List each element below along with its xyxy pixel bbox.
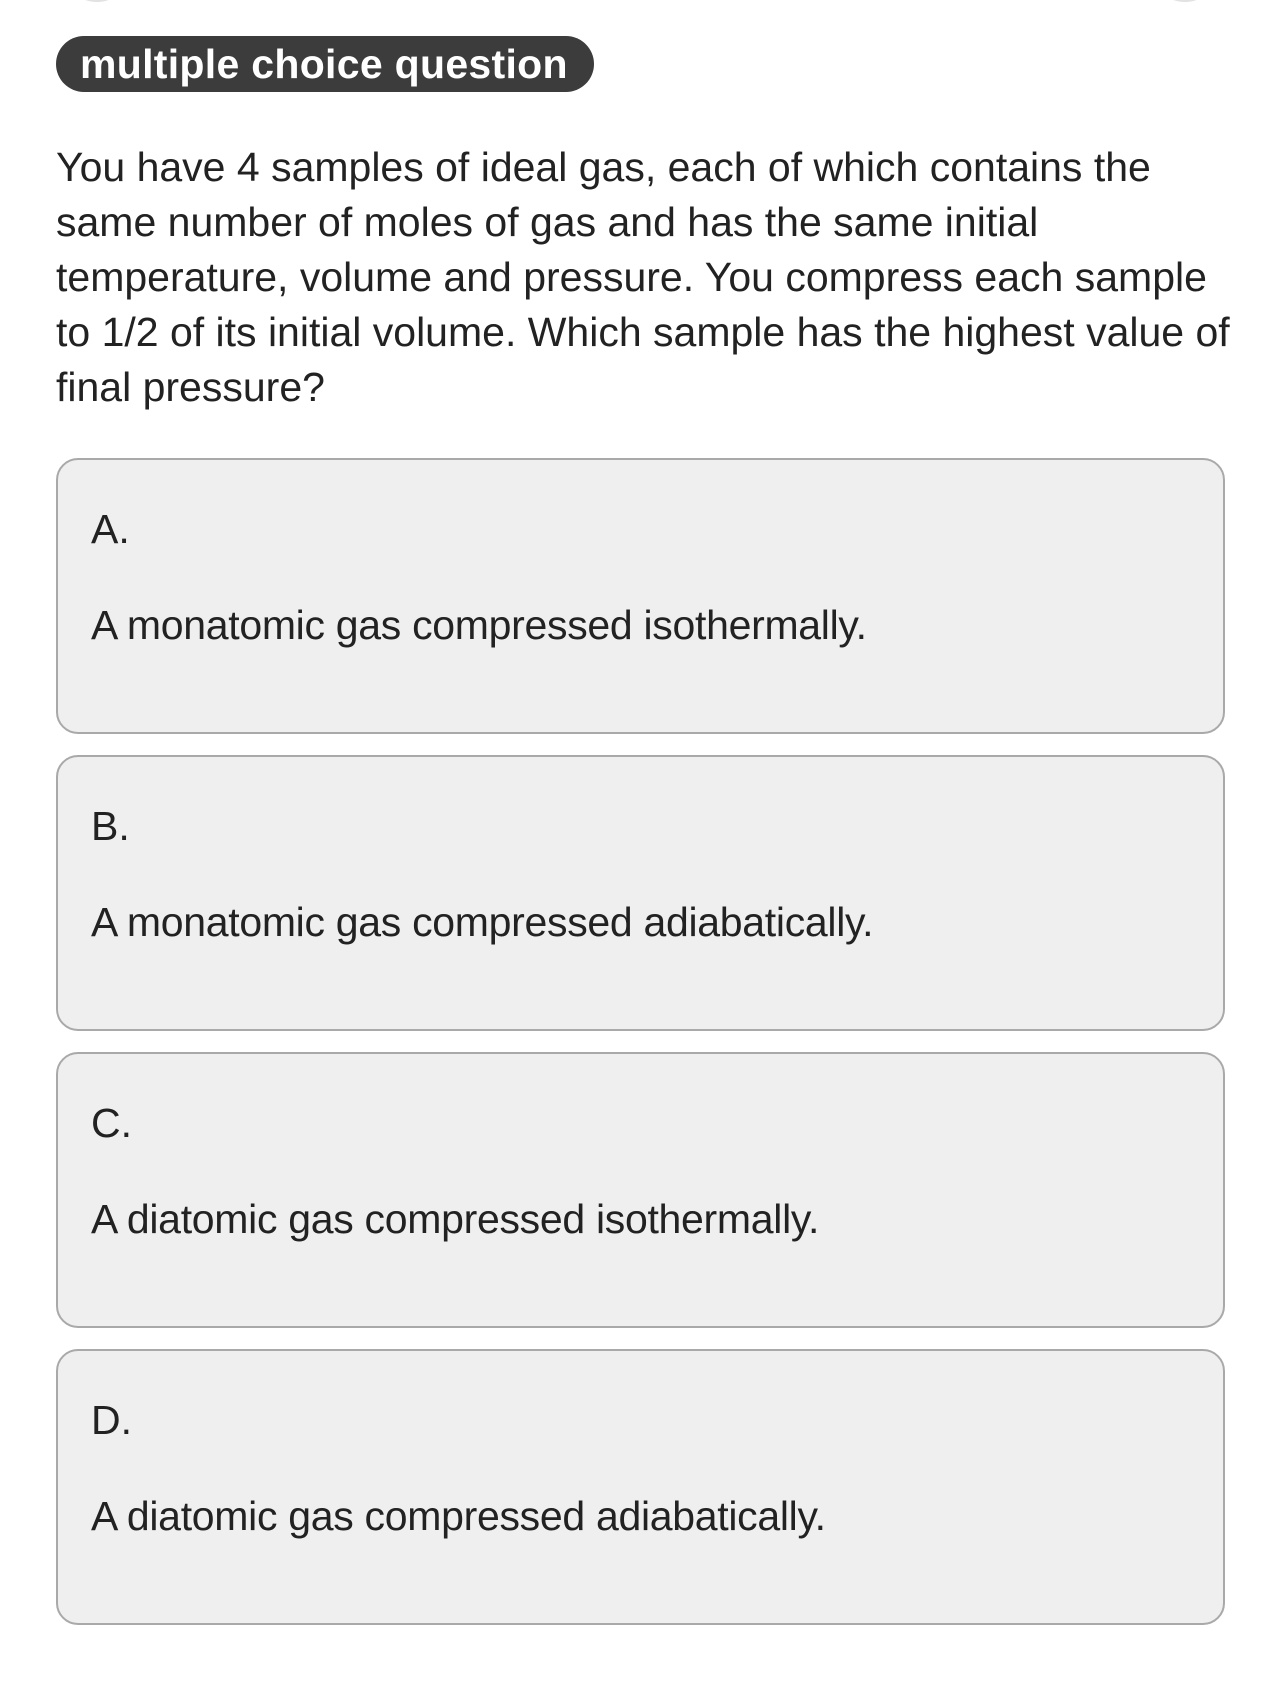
option-b[interactable] <box>56 755 1225 1031</box>
option-letter: C. <box>91 1100 132 1146</box>
question-text: You have 4 samples of ideal gas, each of which contains the same number of moles of gas and has the same initial temperature, volume and pressure. You compress each sample to 1/2 of its initial volume. Which sample has the highest value of final pressure? <box>56 144 1230 410</box>
option-text: A diatomic gas compressed isothermally. <box>91 1196 820 1242</box>
top-left-edge-decoration <box>62 0 132 2</box>
option-c[interactable] <box>56 1052 1225 1328</box>
option-text: A monatomic gas compressed adiabatically. <box>91 899 874 945</box>
top-right-edge-decoration <box>1150 0 1220 2</box>
option-a[interactable] <box>56 458 1225 734</box>
option-text: A monatomic gas compressed isothermally. <box>91 602 867 648</box>
option-text: A diatomic gas compressed adiabatically. <box>91 1493 826 1539</box>
option-letter: D. <box>91 1397 132 1443</box>
option-letter: B. <box>91 803 130 849</box>
option-d[interactable] <box>56 1349 1225 1625</box>
option-letter: A. <box>91 506 130 552</box>
question-type-badge: multiple choice question <box>56 36 594 92</box>
